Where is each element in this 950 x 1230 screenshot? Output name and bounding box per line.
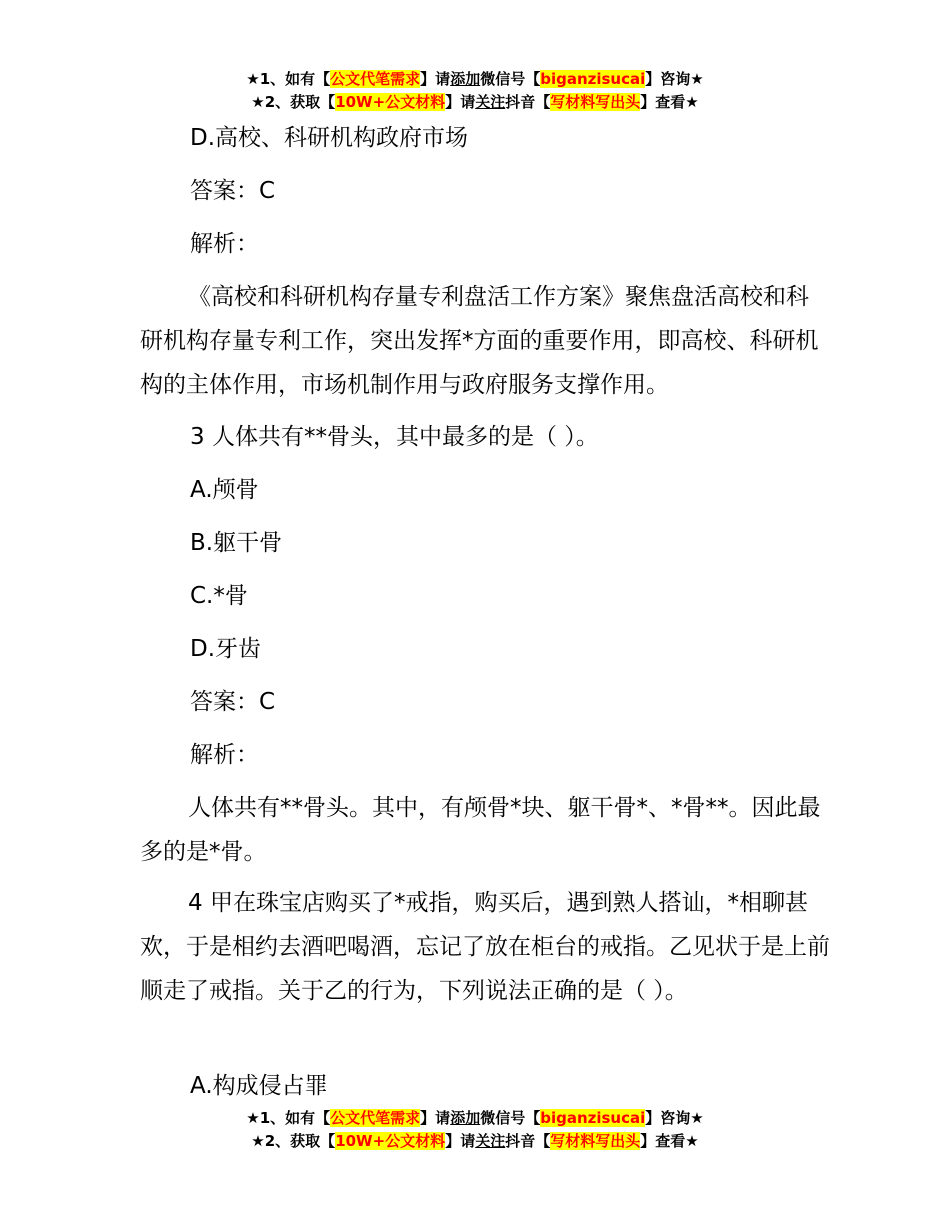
header-banner <box>0 68 950 114</box>
banner-line-2 <box>0 91 950 114</box>
banner-text: 】请 <box>445 1132 476 1150</box>
banner-underline: 关注 <box>475 1132 506 1150</box>
banner-underline: 关注 <box>475 93 506 111</box>
banner-text: ★2、获取【 <box>251 1132 336 1150</box>
banner-text: 微信号【 <box>480 1109 541 1127</box>
q2-answer: 答案：C <box>190 178 276 204</box>
q3-option-b: B.躯干骨 <box>190 530 283 556</box>
q3-stem: 3 人体共有**骨头，其中最多的是（ ）。 <box>190 424 599 450</box>
banner-text: 微信号【 <box>480 70 541 88</box>
q3-option-c: C.*骨 <box>190 583 248 609</box>
banner-line-1 <box>0 1107 950 1130</box>
banner-highlight: 写材料写出头 <box>550 93 641 111</box>
banner-highlight: 写材料写出头 <box>550 1132 641 1150</box>
q3-option-a: A.颅骨 <box>190 477 259 503</box>
banner-highlight: biganzisucai <box>540 70 646 88</box>
banner-text: 】请 <box>445 93 476 111</box>
q2-analysis-text: 《高校和科研机构存量专利盘活工作方案》聚焦盘活高校和科研机构存量专利工作，突出发挥*方面的重要作用，即高校、科研机构的主体作用，市场机制作用与政府服务支撑作用。 <box>140 284 819 398</box>
q3-option-d: D.牙齿 <box>190 636 262 662</box>
banner-highlight: 10W+公文材料 <box>335 1132 446 1150</box>
banner-text: 抖音【 <box>505 1132 551 1150</box>
banner-highlight: biganzisucai <box>540 1109 646 1127</box>
q3-analysis-text: 人体共有**骨头。其中，有颅骨*块、躯干骨*、*骨**。因此最多的是*骨。 <box>140 795 821 865</box>
footer-banner <box>0 1107 950 1153</box>
q4-stem: 4 甲在珠宝店购买了*戒指，购买后，遇到熟人搭讪，*相聊甚欢，于是相约去酒吧喝酒，忘记了放在柜台的戒指。乙见状于是上前顺走了戒指。关于乙的行为，下列说法正确的是（ ）。 <box>140 890 830 1004</box>
banner-text: 抖音【 <box>505 93 551 111</box>
q2-option-d: D.高校、科研机构政府市场 <box>190 125 469 151</box>
banner-text: ★1、如有【 <box>246 70 331 88</box>
banner-text: 】查看★ <box>640 1132 699 1150</box>
q4-option-a: A.构成侵占罪 <box>190 1073 328 1099</box>
banner-text: ★1、如有【 <box>246 1109 331 1127</box>
banner-text: 】请 <box>420 70 451 88</box>
q2-analysis-label: 解析： <box>190 231 259 257</box>
banner-text: 】请 <box>420 1109 451 1127</box>
banner-text: 】咨询★ <box>645 70 704 88</box>
banner-text: ★2、获取【 <box>251 93 336 111</box>
banner-highlight: 公文代笔需求 <box>330 70 421 88</box>
q3-analysis-label: 解析： <box>190 742 259 768</box>
banner-underline: 添加 <box>450 70 481 88</box>
banner-line-1 <box>0 68 950 91</box>
q3-answer: 答案：C <box>190 689 276 715</box>
banner-underline: 添加 <box>450 1109 481 1127</box>
banner-line-2 <box>0 1130 950 1153</box>
banner-highlight: 公文代笔需求 <box>330 1109 421 1127</box>
banner-highlight: 10W+公文材料 <box>335 93 446 111</box>
banner-text: 】咨询★ <box>645 1109 704 1127</box>
banner-text: 】查看★ <box>640 93 699 111</box>
